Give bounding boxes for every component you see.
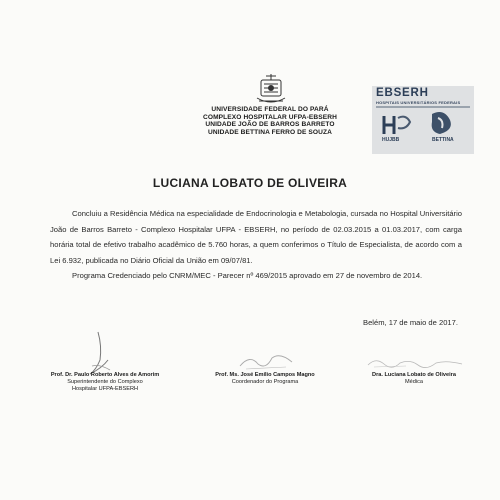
hujbb-label: HUJBB xyxy=(382,137,400,142)
header-line: COMPLEXO HOSPITALAR UFPA-EBSERH xyxy=(202,113,337,121)
ebserh-brand: EBSERH xyxy=(376,87,429,99)
signatory-role: Hospitalar UFPA-EBSERH xyxy=(71,386,139,392)
bettina-logo-icon xyxy=(424,110,464,142)
university-crest-icon xyxy=(254,72,288,108)
hujbb-logo-icon xyxy=(380,112,416,142)
signatory-role: Superintendente do Complexo xyxy=(67,379,143,385)
signatory-name: Dra. Luciana Lobato de Oliveira xyxy=(372,372,456,378)
header-line: UNIVERSIDADE FEDERAL DO PARÁ xyxy=(211,106,329,113)
issue-date: Belém, 17 de maio de 2017. xyxy=(363,318,458,327)
recipient-name: LUCIANA LOBATO DE OLIVEIRA xyxy=(152,176,348,190)
signature-scribble-1 xyxy=(80,330,120,378)
logo-divider xyxy=(376,106,470,108)
signatory-role: Coordenador do Programa xyxy=(231,379,299,385)
signatory-role: Médica xyxy=(404,379,424,385)
signature-scribble-2 xyxy=(236,350,296,372)
body-paragraph: Concluiu a Residência Médica na especialidade de Endocrinologia e Metabologia, cursada no Hospital Universitário João de Barros Barreto - Complexo Hospitalar UFPA - EBSERH, no período de 02.03.2015 a 01.03.2017, com carga horária total de efetivo trabalho acadêmico de 5.760 horas, a quem conferimos o Título de Especialista, de acordo com a Lei 6.932, publicada no Diário Oficial da União em 09/07/81. xyxy=(50,209,462,265)
body-paragraph: Programa Credenciado pelo CNRM/MEC - Parecer nº 469/2015 aprovado em 27 de novembro de 2014. xyxy=(72,271,423,281)
header-line: UNIDADE BETTINA FERRO DE SOUZA xyxy=(207,128,332,136)
bettina-label: BETTINA xyxy=(432,137,454,142)
handwritten-signature xyxy=(366,355,466,371)
ebserh-tagline: HOSPITAIS UNIVERSITÁRIOS FEDERAIS xyxy=(376,100,461,105)
certificate-body xyxy=(50,206,462,284)
signatory-name: Prof. Dr. Paulo Roberto Alves de Amorim xyxy=(50,372,160,378)
header-line: UNIDADE JOÃO DE BARROS BARRETO xyxy=(205,121,335,129)
signatory-name: Prof. Ms. José Emílio Campos Magno xyxy=(215,372,315,378)
institution-header xyxy=(180,106,360,136)
